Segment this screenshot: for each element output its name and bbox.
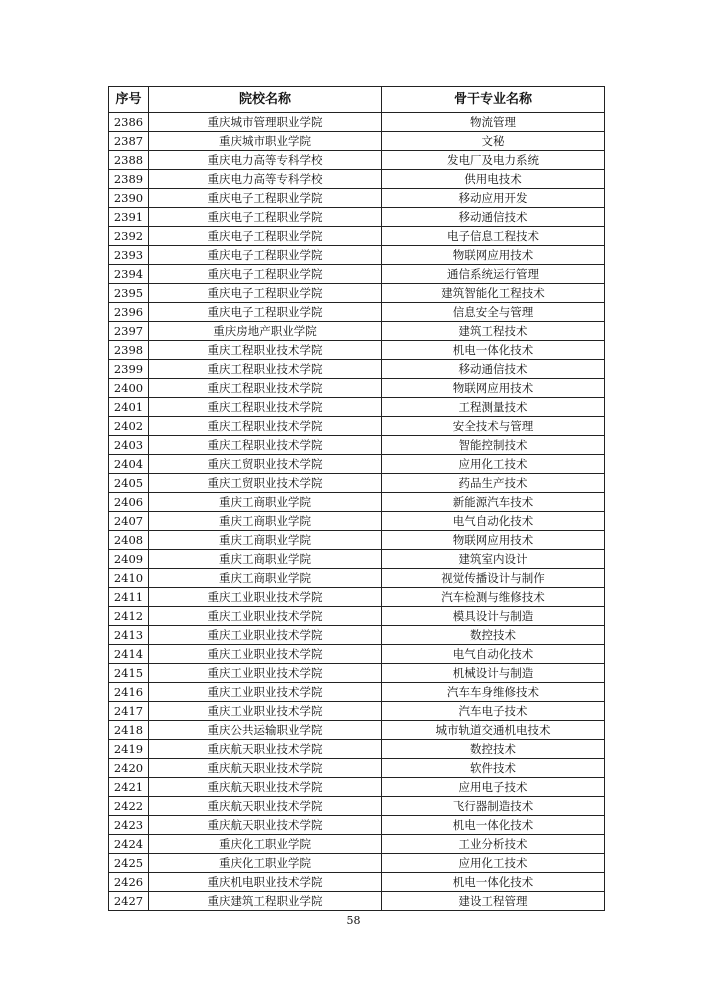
cell-serial: 2392 <box>109 227 149 246</box>
cell-major: 移动应用开发 <box>382 189 605 208</box>
cell-serial: 2416 <box>109 683 149 702</box>
cell-serial: 2397 <box>109 322 149 341</box>
cell-serial: 2426 <box>109 873 149 892</box>
cell-school: 重庆工程职业技术学院 <box>149 436 382 455</box>
cell-school: 重庆工商职业学院 <box>149 569 382 588</box>
cell-major: 物联网应用技术 <box>382 531 605 550</box>
cell-serial: 2390 <box>109 189 149 208</box>
cell-school: 重庆工业职业技术学院 <box>149 664 382 683</box>
table-row <box>109 474 605 493</box>
cell-major: 应用化工技术 <box>382 854 605 873</box>
cell-school: 重庆工程职业技术学院 <box>149 341 382 360</box>
table-row <box>109 360 605 379</box>
cell-school: 重庆工业职业技术学院 <box>149 626 382 645</box>
table-row <box>109 626 605 645</box>
specialty-table <box>108 86 605 911</box>
table-row <box>109 303 605 322</box>
table-row <box>109 740 605 759</box>
cell-school: 重庆电子工程职业学院 <box>149 303 382 322</box>
cell-major: 建筑工程技术 <box>382 322 605 341</box>
cell-school: 重庆工程职业技术学院 <box>149 417 382 436</box>
cell-major: 模具设计与制造 <box>382 607 605 626</box>
cell-school: 重庆工业职业技术学院 <box>149 588 382 607</box>
cell-major: 应用电子技术 <box>382 778 605 797</box>
table-row <box>109 531 605 550</box>
table-row <box>109 702 605 721</box>
cell-major: 汽车电子技术 <box>382 702 605 721</box>
cell-major: 建设工程管理 <box>382 892 605 911</box>
cell-major: 飞行器制造技术 <box>382 797 605 816</box>
table-row <box>109 379 605 398</box>
table-row <box>109 854 605 873</box>
cell-serial: 2410 <box>109 569 149 588</box>
cell-serial: 2409 <box>109 550 149 569</box>
cell-serial: 2421 <box>109 778 149 797</box>
cell-school: 重庆航天职业技术学院 <box>149 740 382 759</box>
table-row <box>109 113 605 132</box>
cell-serial: 2398 <box>109 341 149 360</box>
cell-major: 应用化工技术 <box>382 455 605 474</box>
table-row <box>109 645 605 664</box>
cell-major: 数控技术 <box>382 740 605 759</box>
table-row <box>109 759 605 778</box>
table-row <box>109 265 605 284</box>
cell-serial: 2402 <box>109 417 149 436</box>
cell-school: 重庆电子工程职业学院 <box>149 227 382 246</box>
table-row <box>109 151 605 170</box>
table-row <box>109 436 605 455</box>
table-row <box>109 341 605 360</box>
table-row <box>109 227 605 246</box>
cell-major: 工程测量技术 <box>382 398 605 417</box>
cell-serial: 2412 <box>109 607 149 626</box>
cell-serial: 2391 <box>109 208 149 227</box>
cell-major: 智能控制技术 <box>382 436 605 455</box>
cell-major: 移动通信技术 <box>382 360 605 379</box>
cell-serial: 2388 <box>109 151 149 170</box>
cell-major: 机电一体化技术 <box>382 341 605 360</box>
cell-serial: 2406 <box>109 493 149 512</box>
cell-serial: 2394 <box>109 265 149 284</box>
cell-major: 城市轨道交通机电技术 <box>382 721 605 740</box>
cell-serial: 2411 <box>109 588 149 607</box>
cell-serial: 2386 <box>109 113 149 132</box>
cell-major: 安全技术与管理 <box>382 417 605 436</box>
cell-school: 重庆工业职业技术学院 <box>149 607 382 626</box>
cell-serial: 2419 <box>109 740 149 759</box>
cell-serial: 2414 <box>109 645 149 664</box>
cell-serial: 2389 <box>109 170 149 189</box>
cell-school: 重庆工商职业学院 <box>149 512 382 531</box>
table-row <box>109 778 605 797</box>
cell-school: 重庆工商职业学院 <box>149 550 382 569</box>
table-row <box>109 550 605 569</box>
cell-school: 重庆公共运输职业学院 <box>149 721 382 740</box>
cell-school: 重庆建筑工程职业学院 <box>149 892 382 911</box>
table-row <box>109 683 605 702</box>
table-row <box>109 873 605 892</box>
cell-serial: 2407 <box>109 512 149 531</box>
cell-school: 重庆工程职业技术学院 <box>149 398 382 417</box>
table-row <box>109 170 605 189</box>
cell-serial: 2404 <box>109 455 149 474</box>
table-row <box>109 189 605 208</box>
cell-major: 机电一体化技术 <box>382 816 605 835</box>
table-body <box>109 113 605 911</box>
cell-major: 药品生产技术 <box>382 474 605 493</box>
header-school: 院校名称 <box>149 87 382 113</box>
cell-school: 重庆房地产职业学院 <box>149 322 382 341</box>
cell-serial: 2408 <box>109 531 149 550</box>
cell-serial: 2405 <box>109 474 149 493</box>
cell-serial: 2400 <box>109 379 149 398</box>
cell-major: 物联网应用技术 <box>382 379 605 398</box>
table-row <box>109 246 605 265</box>
cell-serial: 2403 <box>109 436 149 455</box>
cell-serial: 2423 <box>109 816 149 835</box>
cell-major: 供用电技术 <box>382 170 605 189</box>
cell-school: 重庆化工职业学院 <box>149 854 382 873</box>
table-row <box>109 132 605 151</box>
table-row <box>109 892 605 911</box>
page-number: 58 <box>346 914 361 927</box>
cell-school: 重庆城市管理职业学院 <box>149 113 382 132</box>
table-row <box>109 208 605 227</box>
table-row <box>109 322 605 341</box>
cell-school: 重庆工程职业技术学院 <box>149 379 382 398</box>
cell-major: 文秘 <box>382 132 605 151</box>
cell-school: 重庆工业职业技术学院 <box>149 702 382 721</box>
cell-serial: 2420 <box>109 759 149 778</box>
header-major: 骨干专业名称 <box>382 87 605 113</box>
table-row <box>109 835 605 854</box>
cell-major: 工业分析技术 <box>382 835 605 854</box>
cell-major: 发电厂及电力系统 <box>382 151 605 170</box>
cell-serial: 2422 <box>109 797 149 816</box>
table-row <box>109 493 605 512</box>
cell-serial: 2396 <box>109 303 149 322</box>
cell-serial: 2425 <box>109 854 149 873</box>
cell-serial: 2401 <box>109 398 149 417</box>
cell-major: 软件技术 <box>382 759 605 778</box>
cell-school: 重庆电子工程职业学院 <box>149 284 382 303</box>
cell-school: 重庆航天职业技术学院 <box>149 759 382 778</box>
table-row <box>109 797 605 816</box>
cell-serial: 2395 <box>109 284 149 303</box>
cell-serial: 2413 <box>109 626 149 645</box>
table-row <box>109 398 605 417</box>
cell-school: 重庆电力高等专科学校 <box>149 151 382 170</box>
cell-major: 建筑室内设计 <box>382 550 605 569</box>
cell-school: 重庆工商职业学院 <box>149 493 382 512</box>
cell-serial: 2415 <box>109 664 149 683</box>
table-row <box>109 816 605 835</box>
header-serial: 序号 <box>109 87 149 113</box>
cell-major: 物流管理 <box>382 113 605 132</box>
table-container <box>108 86 604 911</box>
cell-school: 重庆工业职业技术学院 <box>149 645 382 664</box>
cell-major: 通信系统运行管理 <box>382 265 605 284</box>
cell-major: 汽车车身维修技术 <box>382 683 605 702</box>
cell-serial: 2387 <box>109 132 149 151</box>
table-row <box>109 664 605 683</box>
table-header-row <box>109 87 605 113</box>
cell-major: 机械设计与制造 <box>382 664 605 683</box>
cell-serial: 2393 <box>109 246 149 265</box>
cell-major: 机电一体化技术 <box>382 873 605 892</box>
cell-serial: 2417 <box>109 702 149 721</box>
cell-school: 重庆航天职业技术学院 <box>149 816 382 835</box>
cell-school: 重庆电力高等专科学校 <box>149 170 382 189</box>
cell-school: 重庆航天职业技术学院 <box>149 797 382 816</box>
table-row <box>109 569 605 588</box>
cell-serial: 2399 <box>109 360 149 379</box>
cell-major: 电子信息工程技术 <box>382 227 605 246</box>
cell-school: 重庆工业职业技术学院 <box>149 683 382 702</box>
cell-school: 重庆电子工程职业学院 <box>149 265 382 284</box>
cell-major: 电气自动化技术 <box>382 512 605 531</box>
cell-major: 信息安全与管理 <box>382 303 605 322</box>
cell-school: 重庆机电职业技术学院 <box>149 873 382 892</box>
cell-major: 视觉传播设计与制作 <box>382 569 605 588</box>
cell-school: 重庆工贸职业技术学院 <box>149 455 382 474</box>
table-row <box>109 721 605 740</box>
cell-serial: 2418 <box>109 721 149 740</box>
cell-major: 汽车检测与维修技术 <box>382 588 605 607</box>
cell-serial: 2424 <box>109 835 149 854</box>
table-row <box>109 417 605 436</box>
table-row <box>109 607 605 626</box>
cell-school: 重庆城市职业学院 <box>149 132 382 151</box>
cell-school: 重庆工商职业学院 <box>149 531 382 550</box>
cell-major: 数控技术 <box>382 626 605 645</box>
cell-school: 重庆工贸职业技术学院 <box>149 474 382 493</box>
cell-serial: 2427 <box>109 892 149 911</box>
cell-school: 重庆工程职业技术学院 <box>149 360 382 379</box>
cell-major: 新能源汽车技术 <box>382 493 605 512</box>
table-row <box>109 512 605 531</box>
cell-major: 电气自动化技术 <box>382 645 605 664</box>
cell-school: 重庆电子工程职业学院 <box>149 189 382 208</box>
cell-school: 重庆化工职业学院 <box>149 835 382 854</box>
cell-school: 重庆航天职业技术学院 <box>149 778 382 797</box>
cell-major: 物联网应用技术 <box>382 246 605 265</box>
table-row <box>109 284 605 303</box>
cell-school: 重庆电子工程职业学院 <box>149 246 382 265</box>
cell-major: 移动通信技术 <box>382 208 605 227</box>
table-row <box>109 455 605 474</box>
cell-major: 建筑智能化工程技术 <box>382 284 605 303</box>
table-row <box>109 588 605 607</box>
cell-school: 重庆电子工程职业学院 <box>149 208 382 227</box>
